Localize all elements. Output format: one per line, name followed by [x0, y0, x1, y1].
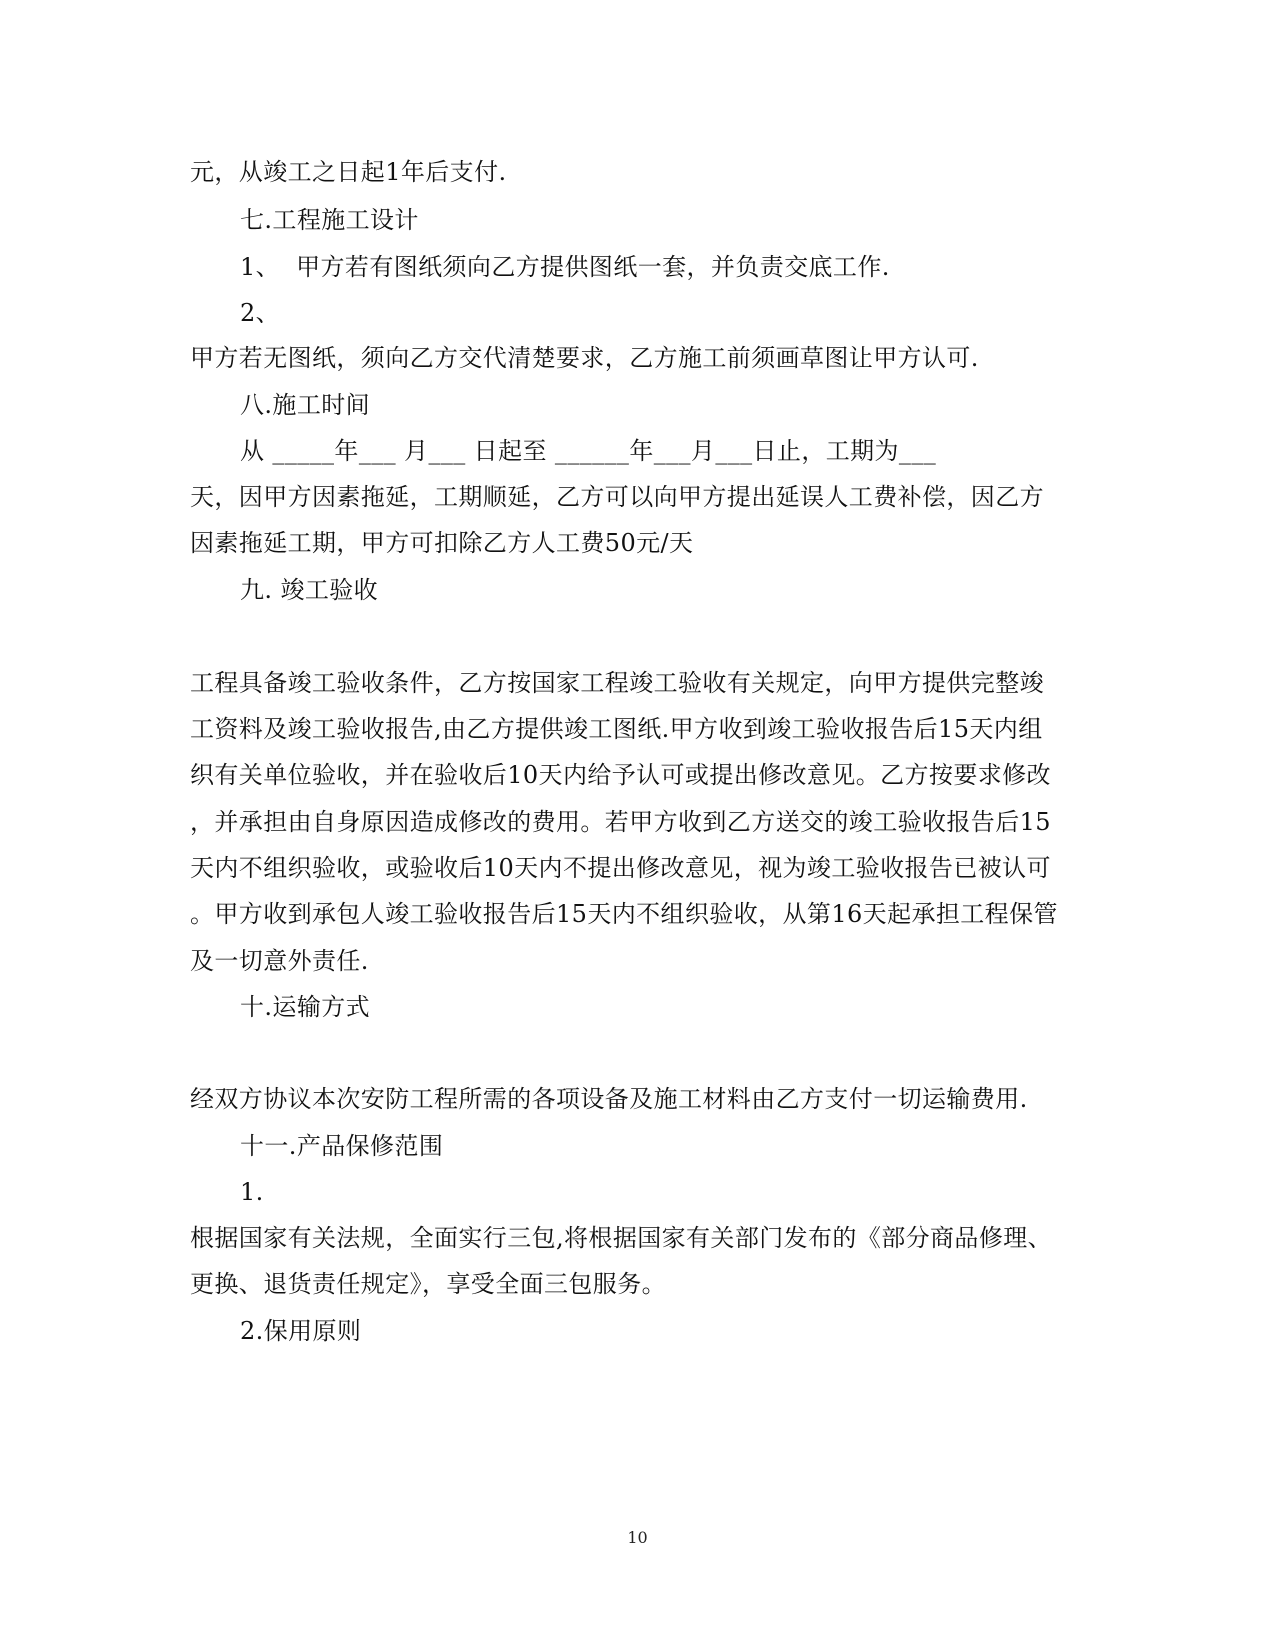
body-text-line: 根据国家有关法规，全面实行三包,将根据国家有关部门发布的《部分商品修理、 [190, 1224, 1053, 1252]
section-heading: 十一.产品保修范围 [240, 1132, 444, 1160]
body-text-line: 天，因甲方因素拖延，工期顺延，乙方可以向甲方提出延误人工费补偿，因乙方 [190, 483, 1044, 511]
body-text-line: 因素拖延工期，甲方可扣除乙方人工费50元/天 [190, 529, 694, 557]
subsection-heading: 2.保用原则 [240, 1317, 362, 1345]
body-text-line: 织有关单位验收，并在验收后10天内给予认可或提出修改意见。乙方按要求修改 [190, 761, 1051, 789]
body-text-line: ，并承担由自身原因造成修改的费用。若甲方收到乙方送交的竣工验收报告后15 [190, 808, 1051, 836]
body-text-line: 及一切意外责任. [190, 947, 369, 975]
body-text-line: 工程具备竣工验收条件，乙方按国家工程竣工验收有关规定，向甲方提供完整竣 [190, 669, 1044, 697]
section-heading: 七.工程施工设计 [240, 206, 419, 234]
section-heading: 十.运输方式 [240, 993, 371, 1021]
section-heading: 九. 竣工验收 [240, 576, 379, 604]
page-number: 10 [627, 1528, 648, 1547]
body-text-line: 经双方协议本次安防工程所需的各项设备及施工材料由乙方支付一切运输费用. [190, 1085, 1028, 1113]
list-item-number: 2、 [240, 299, 281, 327]
body-text-line: 甲方若无图纸，须向乙方交代清楚要求，乙方施工前须画草图让甲方认可. [190, 344, 979, 372]
list-item-number: 1. [240, 1178, 264, 1206]
body-text-line: 元，从竣工之日起1年后支付. [190, 158, 507, 186]
body-text-line: 从 _____年___ 月___ 日起至 ______年___月___日止，工期为___ [240, 437, 937, 465]
body-text-line: 工资料及竣工验收报告,由乙方提供竣工图纸.甲方收到竣工验收报告后15天内组 [190, 715, 1043, 743]
body-text-line: 天内不组织验收，或验收后10天内不提出修改意见，视为竣工验收报告已被认可 [190, 854, 1051, 882]
list-item: 1、 甲方若有图纸须向乙方提供图纸一套，并负责交底工作. [240, 253, 890, 281]
body-text-line: 。甲方收到承包人竣工验收报告后15天内不组织验收，从第16天起承担工程保管 [190, 900, 1058, 928]
section-heading: 八.施工时间 [240, 391, 371, 419]
body-text-line: 更换、退货责任规定》，享受全面三包服务。 [190, 1270, 666, 1298]
